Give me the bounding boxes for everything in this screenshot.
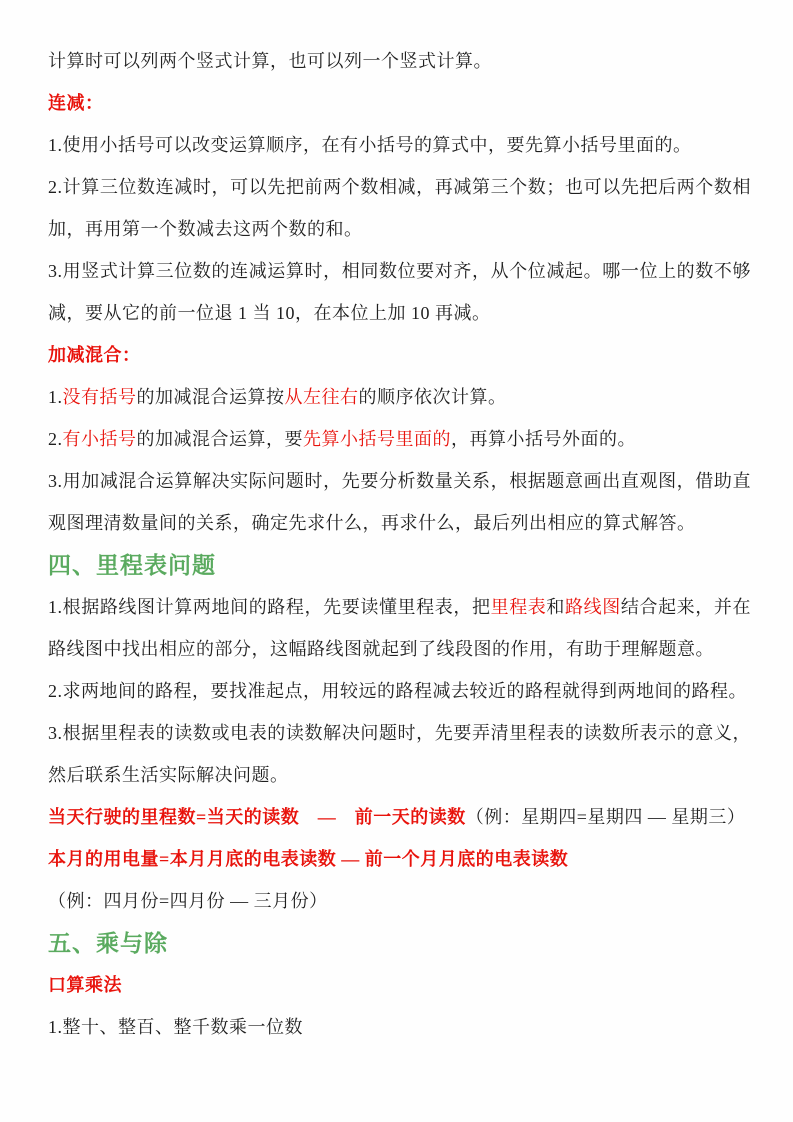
- body-paragraph: [48, 376, 751, 418]
- green-section-heading: [48, 922, 751, 964]
- body-paragraph: [48, 166, 751, 250]
- example-line: [48, 880, 751, 922]
- body-paragraph: [48, 124, 751, 166]
- highlighted-text: 从左往右: [284, 387, 359, 407]
- plain-text: 计算时可以列两个竖式计算，也可以列一个竖式计算。: [48, 51, 492, 71]
- highlighted-text: 里程表: [490, 597, 547, 617]
- highlighted-text: 本月的用电量=本月月底的电表读数 — 前一个月月底的电表读数: [48, 849, 569, 869]
- plain-text: （例：星期四=星期四 — 星期三）: [465, 807, 746, 827]
- plain-text: 和: [546, 597, 566, 617]
- highlighted-text: 五、乘与除: [48, 930, 168, 956]
- highlighted-text: 没有括号: [62, 387, 137, 407]
- plain-text: 3.用加减混合运算解决实际问题时，先要分析数量关系，根据题意画出直观图，借助直观图理清数量间的关系，确定先求什么，再求什么，最后列出相应的算式解答。: [48, 471, 751, 533]
- highlighted-text: 先算小括号里面的: [303, 429, 451, 449]
- plain-text: 的加减混合运算，要: [136, 429, 303, 449]
- highlighted-text: 有小括号: [62, 429, 137, 449]
- formula-line: [48, 838, 751, 880]
- plain-text: （例：四月份=四月份 — 三月份）: [48, 891, 328, 911]
- plain-text: 结合起来，并在路线图中找出相应的部分，这幅路线图就起到了线段图的作用，有助于理解题意。: [48, 597, 752, 659]
- red-subheading: [48, 82, 751, 124]
- body-paragraph: [48, 418, 751, 460]
- body-paragraph: [48, 1006, 751, 1048]
- plain-text: 3.根据里程表的读数或电表的读数解决问题时，先要弄清里程表的读数所表示的意义，然后联系生活实际解决问题。: [48, 723, 751, 785]
- plain-text: 1.根据路线图计算两地间的路程，先要读懂里程表，把: [48, 597, 491, 617]
- highlighted-text: 路线图: [565, 597, 621, 617]
- plain-text: 3.用竖式计算三位数的连减运算时，相同数位要对齐，从个位减起。哪一位上的数不够减，要从它的前一位退 1 当 10，在本位上加 10 再减。: [48, 261, 751, 323]
- plain-text: 1.: [48, 387, 63, 407]
- highlighted-text: 四、里程表问题: [48, 552, 216, 578]
- plain-text: 2.: [48, 429, 63, 449]
- document-body: [48, 40, 751, 1048]
- formula-line: [48, 796, 751, 838]
- body-paragraph: [48, 460, 751, 544]
- plain-text: 2.求两地间的路程，要找准起点，用较远的路程减去较近的路程就得到两地间的路程。: [48, 681, 747, 701]
- red-subheading: [48, 964, 751, 1006]
- plain-text: 的加减混合运算按: [136, 387, 285, 407]
- body-paragraph: [48, 586, 751, 670]
- plain-text: ，再算小括号外面的。: [451, 429, 636, 449]
- plain-text: 1.使用小括号可以改变运算顺序，在有小括号的算式中，要先算小括号里面的。: [48, 135, 692, 155]
- plain-text: 的顺序依次计算。: [358, 387, 507, 407]
- body-paragraph: [48, 670, 751, 712]
- body-paragraph: [48, 250, 751, 334]
- body-paragraph: [48, 712, 751, 796]
- green-section-heading: [48, 544, 751, 586]
- highlighted-text: 口算乘法: [48, 975, 122, 995]
- highlighted-text: 加减混合：: [48, 345, 141, 365]
- highlighted-text: 当天行驶的里程数=当天的读数 — 前一天的读数: [48, 807, 466, 827]
- plain-text: 2.计算三位数连减时，可以先把前两个数相减，再减第三个数；也可以先把后两个数相加，再用第一个数减去这两个数的和。: [48, 177, 751, 239]
- highlighted-text: 连减：: [48, 93, 104, 113]
- body-paragraph: [48, 40, 751, 82]
- red-subheading: [48, 334, 751, 376]
- plain-text: 1.整十、整百、整千数乘一位数: [48, 1017, 303, 1037]
